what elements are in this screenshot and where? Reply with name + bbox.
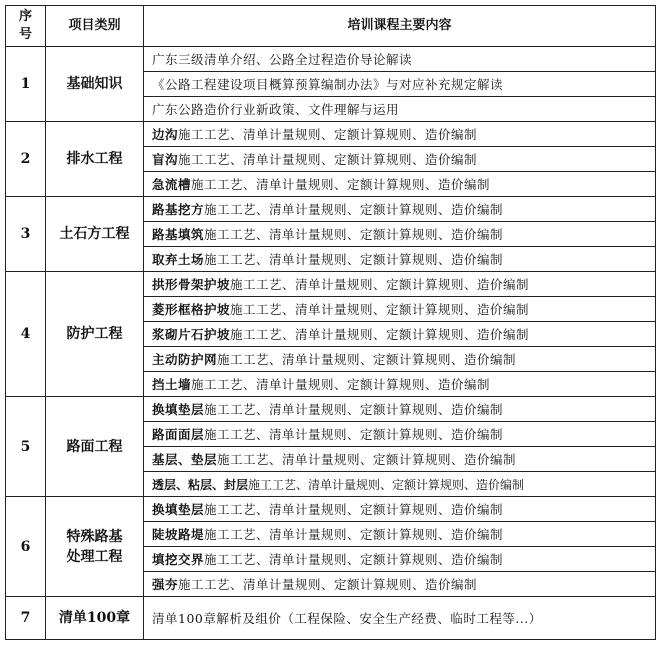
header-no: 序 号: [6, 6, 46, 47]
row-number: 3: [6, 197, 46, 272]
content-item: 陡坡路堤施工工艺、清单计量规则、定额计算规则、造价编制: [144, 522, 656, 547]
content-item: 路面面层施工工艺、清单计量规则、定额计算规则、造价编制: [144, 422, 656, 447]
content-item: 路基填筑施工工艺、清单计量规则、定额计算规则、造价编制: [144, 222, 656, 247]
row-category: 土石方工程: [46, 197, 144, 272]
content-item: 盲沟施工工艺、清单计量规则、定额计算规则、造价编制: [144, 147, 656, 172]
content-item: 换填垫层施工工艺、清单计量规则、定额计算规则、造价编制: [144, 397, 656, 422]
content-item: 边沟施工工艺、清单计量规则、定额计算规则、造价编制: [144, 122, 656, 147]
content-item: 主动防护网施工工艺、清单计量规则、定额计算规则、造价编制: [144, 347, 656, 372]
row-number: 6: [6, 497, 46, 597]
row-category: 基础知识: [46, 47, 144, 122]
content-item: 路基挖方施工工艺、清单计量规则、定额计算规则、造价编制: [144, 197, 656, 222]
table-row: [6, 197, 656, 222]
row-category: 防护工程: [46, 272, 144, 397]
content-item: 基层、垫层施工工艺、清单计量规则、定额计算规则、造价编制: [144, 447, 656, 472]
row-number: 1: [6, 47, 46, 122]
content-item: 菱形框格护坡施工工艺、清单计量规则、定额计算规则、造价编制: [144, 297, 656, 322]
row-category: 特殊路基 处理工程: [46, 497, 144, 597]
content-item: 强夯施工工艺、清单计量规则、定额计算规则、造价编制: [144, 572, 656, 597]
content-item: 换填垫层施工工艺、清单计量规则、定额计算规则、造价编制: [144, 497, 656, 522]
row-number: 4: [6, 272, 46, 397]
row-category: 排水工程: [46, 122, 144, 197]
content-item: 浆砌片石护坡施工工艺、清单计量规则、定额计算规则、造价编制: [144, 322, 656, 347]
table-header-row: [6, 6, 656, 47]
content-item: 广东公路造价行业新政策、文件理解与运用: [144, 97, 656, 122]
content-item: 填挖交界施工工艺、清单计量规则、定额计算规则、造价编制: [144, 547, 656, 572]
row-number: 2: [6, 122, 46, 197]
row-category: 清单100章: [46, 597, 144, 640]
content-item: 清单100章解析及组价（工程保险、安全生产经费、临时工程等...）: [144, 597, 656, 640]
header-content: 培训课程主要内容: [144, 6, 656, 47]
content-item: 透层、粘层、封层施工工艺、清单计量规则、定额计算规则、造价编制: [144, 472, 656, 497]
table-row: [6, 497, 656, 522]
row-category: 路面工程: [46, 397, 144, 497]
content-item: 广东三级清单介绍、公路全过程造价导论解读: [144, 47, 656, 72]
table-row: [6, 122, 656, 147]
content-item: 拱形骨架护坡施工工艺、清单计量规则、定额计算规则、造价编制: [144, 272, 656, 297]
table-row: [6, 272, 656, 297]
content-item: 取弃土场施工工艺、清单计量规则、定额计算规则、造价编制: [144, 247, 656, 272]
course-table: [5, 5, 656, 640]
row-number: 7: [6, 597, 46, 640]
content-item: 《公路工程建设项目概算预算编制办法》与对应补充规定解读: [144, 72, 656, 97]
content-item: 急流槽施工工艺、清单计量规则、定额计算规则、造价编制: [144, 172, 656, 197]
header-category: 项目类别: [46, 6, 144, 47]
row-number: 5: [6, 397, 46, 497]
table-row: [6, 397, 656, 422]
content-item: 挡土墙施工工艺、清单计量规则、定额计算规则、造价编制: [144, 372, 656, 397]
table-row: [6, 47, 656, 72]
table-row: [6, 597, 656, 640]
